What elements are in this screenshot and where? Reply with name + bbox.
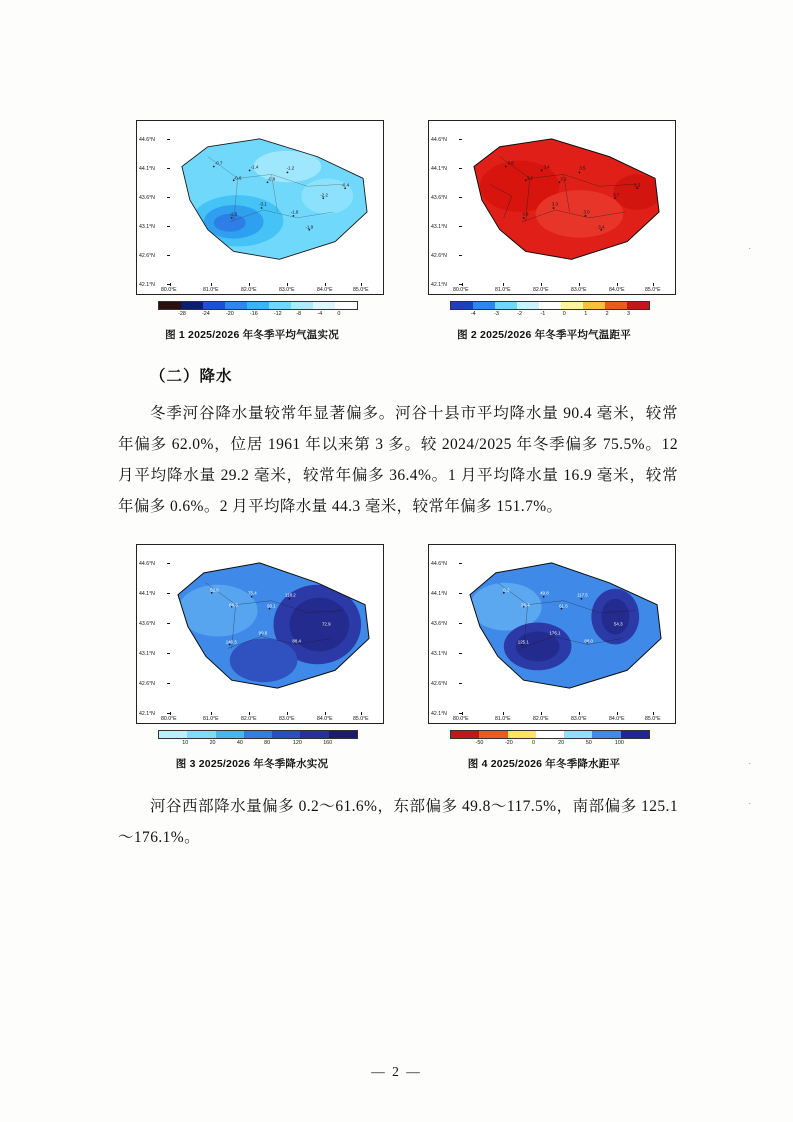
figure-1-contour-map — [168, 127, 379, 285]
figure-2-station-10: 3.2 — [634, 182, 641, 188]
figure-3-station-8: 72.9 — [321, 621, 331, 627]
figure-3-xtick-1: 81.0°E — [203, 716, 219, 722]
scan-artifact-1: · — [748, 245, 751, 253]
figure-2-cbar-tick-6: 2 — [605, 311, 609, 317]
figure-2-xtick-2: 82.0°E — [533, 287, 549, 293]
figure-1-ytick-4: 42.6°N — [139, 253, 155, 259]
figure-3-ytick-1: 44.1°N — [139, 591, 155, 597]
figure-2-caption: 图 2 2025/2026 年冬季平均气温距平 — [457, 329, 631, 341]
figure-3-xtick-4: 84.0°E — [317, 716, 333, 722]
figure-1-ytick-5: 42.1°N — [139, 282, 155, 288]
figure-2-ytick-4: 42.6°N — [431, 253, 447, 259]
figure-3-ytick-4: 42.6°N — [139, 681, 155, 687]
figure-4-cbar-tick-2: 0 — [531, 740, 535, 746]
figure-2-station-5: 3.8 — [522, 211, 529, 217]
paragraph-regional-anomaly: 河谷西部降水量偏多 0.2～61.6%，东部偏多 49.8～117.5%，南部偏多 125.1～176.1%。 — [118, 798, 678, 846]
figure-3-station-1: 66.3 — [229, 602, 238, 608]
figure-1-cbar-tick-5: -8 — [296, 311, 302, 317]
figure-2-cbar-tick-4: 0 — [562, 311, 566, 317]
figure-1-station-8: -2.2 — [320, 192, 328, 198]
figure-3-xtick-0: 80.0°E — [161, 716, 177, 722]
figure-2-station-4: 3.5 — [579, 165, 586, 171]
figure-2-colorbar — [450, 301, 650, 317]
figure-2-station-7: 3.0 — [583, 209, 590, 215]
figure-4-xtick-3: 83.0°E — [571, 716, 587, 722]
figure-row-temperature — [118, 120, 678, 342]
figure-3-cbar-tick-4: 120 — [292, 740, 302, 746]
figure-2-station-8: 3.7 — [613, 192, 620, 198]
figure-1-caption: 图 1 2025/2026 年冬季平均气温实况 — [165, 329, 339, 341]
figure-3-station-4: 118.2 — [285, 592, 296, 598]
figure-2-ytick-0: 44.6°N — [431, 137, 447, 143]
figure-1-station-3: -0.9 — [267, 176, 276, 182]
figure-2-station-2: 3.4 — [543, 164, 550, 169]
figure-3-caption: 图 3 2025/2026 年冬季降水实况 — [175, 758, 329, 770]
page-number: — 2 — — [371, 1064, 422, 1079]
figure-1-station-5: -2.5 — [229, 211, 238, 217]
figure-3-station-7: 88.4 — [292, 638, 301, 644]
figure-3-ytick-3: 43.1°N — [139, 651, 155, 657]
figure-4-cbar-tick-3: 20 — [558, 740, 565, 746]
figure-1-cbar-tick-6: -4 — [317, 311, 323, 317]
figure-1-xtick-1: 81.0°E — [203, 287, 219, 293]
figure-1-station-10: -0.4 — [341, 182, 350, 188]
figure-2-contour-map — [460, 127, 671, 285]
figure-3-plot — [168, 551, 379, 714]
figure-4-station-3: 61.6 — [559, 603, 568, 609]
figure-1-station-9: -1.9 — [305, 224, 314, 230]
figure-3-cbar-tick-3: 80 — [264, 740, 271, 746]
figure-1-xtick-5: 85.0°E — [353, 287, 369, 293]
figure-2-ytick-1: 44.1°N — [431, 166, 447, 172]
figure-4-ytick-0: 44.6°N — [431, 561, 447, 567]
figure-3-ytick-0: 44.6°N — [139, 561, 155, 567]
figure-1-xtick-4: 84.0°E — [317, 287, 333, 293]
figure-4-station-5: 125.1 — [517, 639, 529, 645]
scan-artifact-3: · — [748, 800, 751, 808]
figure-2-cbar-tick-1: -3 — [494, 311, 499, 317]
figure-4-map — [428, 544, 676, 724]
figure-4-xtick-0: 80.0°E — [453, 716, 469, 722]
figure-3-cbar-tick-2: 40 — [236, 740, 243, 746]
figure-1-xtick-0: 80.0°E — [161, 287, 177, 293]
figure-2-cbar-tick-7: 3 — [627, 311, 631, 317]
figure-4-ytick-1: 44.1°N — [431, 591, 447, 597]
figure-3-ytick-5: 42.1°N — [139, 711, 155, 717]
figure-2-station-0: 3.6 — [507, 160, 514, 166]
figure-4-caption: 图 4 2025/2026 年冬季降水距平 — [467, 758, 621, 770]
figure-3-cbar-tick-5: 160 — [323, 740, 333, 746]
figure-4-station-1: 26.4 — [521, 602, 530, 608]
figure-2-plot — [460, 127, 671, 285]
figure-3-xtick-3: 83.0°E — [279, 716, 295, 722]
figure-4-xtick-2: 82.0°E — [533, 716, 549, 722]
figure-3-cbar-tick-0: 10 — [182, 740, 189, 746]
scan-artifact-2: · — [748, 760, 751, 768]
figure-4-cbar-tick-4: 50 — [585, 740, 592, 746]
figure-4-colorbar — [450, 730, 650, 746]
figure-4-ytick-2: 43.6°N — [431, 621, 447, 627]
figure-1-station-2: -1.4 — [250, 164, 259, 169]
figure-3-station-5: 140.5 — [225, 639, 237, 645]
figure-1-cbar-tick-1: -24 — [202, 311, 210, 317]
figure-1-cbar-tick-4: -12 — [273, 311, 282, 317]
figure-2-ytick-3: 43.1°N — [431, 224, 447, 230]
figure-2 — [410, 120, 678, 342]
figure-4-station-2: 49.8 — [540, 590, 549, 596]
figure-3-contour-map — [168, 551, 379, 714]
figure-2-station-6: 3.3 — [551, 201, 558, 207]
figure-3-ytick-2: 43.6°N — [139, 621, 155, 627]
figure-1-plot — [168, 127, 379, 285]
figure-1-ytick-1: 44.1°N — [139, 166, 155, 172]
figure-2-station-3: 3.1 — [560, 176, 567, 182]
figure-2-station-9: 3.4 — [598, 224, 605, 230]
figure-1-cbar-tick-2: -20 — [225, 311, 234, 317]
figure-3-map — [136, 544, 384, 724]
figure-1-station-1: -0.6 — [233, 175, 242, 181]
figure-4 — [410, 544, 678, 771]
figure-1-colorbar — [158, 301, 358, 317]
figure-1-map — [136, 120, 384, 295]
figure-3-station-3: 93.1 — [267, 603, 276, 609]
figure-1-cbar-tick-3: -16 — [249, 311, 258, 317]
figure-2-cbar-tick-2: -2 — [517, 311, 523, 317]
figure-1-xtick-2: 82.0°E — [241, 287, 257, 293]
figure-3-colorbar — [158, 730, 358, 746]
figure-2-cbar-tick-5: 1 — [584, 311, 588, 317]
figure-1-ytick-2: 43.6°N — [139, 195, 155, 201]
figure-1-xtick-3: 83.0°E — [279, 287, 295, 293]
figure-2-xtick-4: 84.0°E — [609, 287, 625, 293]
figure-4-plot — [460, 551, 671, 714]
figure-3 — [118, 544, 386, 771]
figure-1-station-6: -3.1 — [259, 201, 267, 207]
figure-row-precipitation — [118, 544, 678, 771]
figure-4-contour-map — [460, 551, 671, 714]
figure-4-station-0: 0.2 — [503, 587, 510, 593]
figure-2-xtick-3: 83.0°E — [571, 287, 587, 293]
figure-2-map — [428, 120, 676, 295]
figure-3-cbar-tick-1: 20 — [209, 740, 216, 746]
figure-1-station-0: -0.7 — [214, 160, 223, 166]
figure-1 — [118, 120, 386, 342]
figure-4-ytick-3: 43.1°N — [431, 651, 447, 657]
figure-3-xtick-2: 82.0°E — [241, 716, 257, 722]
figure-2-xtick-5: 85.0°E — [645, 287, 661, 293]
figure-1-cbar-tick-7: 0 — [337, 311, 341, 317]
figure-1-ytick-0: 44.6°N — [139, 137, 155, 143]
figure-4-cbar-tick-1: -20 — [504, 740, 513, 746]
figure-3-station-2: 75.4 — [248, 590, 257, 596]
figure-1-ytick-3: 43.1°N — [139, 224, 155, 230]
figure-4-xtick-5: 85.0°E — [645, 716, 661, 722]
figure-2-station-1: 3.2 — [526, 175, 533, 181]
figure-4-ytick-5: 42.1°N — [431, 711, 447, 717]
figure-2-ytick-5: 42.1°N — [431, 282, 447, 288]
figure-1-station-7: -1.6 — [290, 209, 299, 215]
figure-4-station-8: 54.3 — [613, 621, 623, 627]
figure-3-xtick-5: 85.0°E — [353, 716, 369, 722]
figure-4-xtick-4: 84.0°E — [609, 716, 625, 722]
figure-2-cbar-tick-3: -1 — [540, 311, 546, 317]
figure-4-xtick-1: 81.0°E — [495, 716, 511, 722]
figure-4-cbar-tick-0: -50 — [475, 740, 484, 746]
figure-1-station-4: -1.2 — [286, 165, 295, 171]
figure-4-station-7: 88.0 — [584, 638, 593, 644]
figure-4-station-6: 176.1 — [549, 630, 561, 635]
figure-1-cbar-tick-0: -28 — [178, 311, 186, 317]
figure-4-station-4: 117.5 — [577, 592, 588, 598]
figure-4-cbar-tick-5: 100 — [614, 740, 624, 746]
page-content — [118, 120, 678, 853]
figure-3-station-0: 52.6 — [210, 587, 219, 593]
figure-3-station-6: 99.8 — [258, 630, 268, 635]
figure-2-ytick-2: 43.6°N — [431, 195, 447, 201]
figure-2-xtick-0: 80.0°E — [453, 287, 469, 293]
section-heading: （二）降水 — [150, 368, 233, 385]
figure-2-cbar-tick-0: -4 — [470, 311, 476, 317]
paragraph-precipitation-summary: 冬季河谷降水量较常年显著偏多。河谷十县市平均降水量 90.4 毫米，较常年偏多 62.0%，位居 1961 年以来第 3 多。较 2024/2025 年冬季偏多 75.5%。12 月平均降水量 29.2 毫米，较常年偏多 36.4%。1 月平均降水量 16.9 毫米，较常年偏多 0.6%。2 月平均降水量 44.3 毫米，较常年偏多 151.7%。 — [118, 405, 678, 515]
figure-2-xtick-1: 81.0°E — [495, 287, 511, 293]
figure-4-ytick-4: 42.6°N — [431, 681, 447, 687]
